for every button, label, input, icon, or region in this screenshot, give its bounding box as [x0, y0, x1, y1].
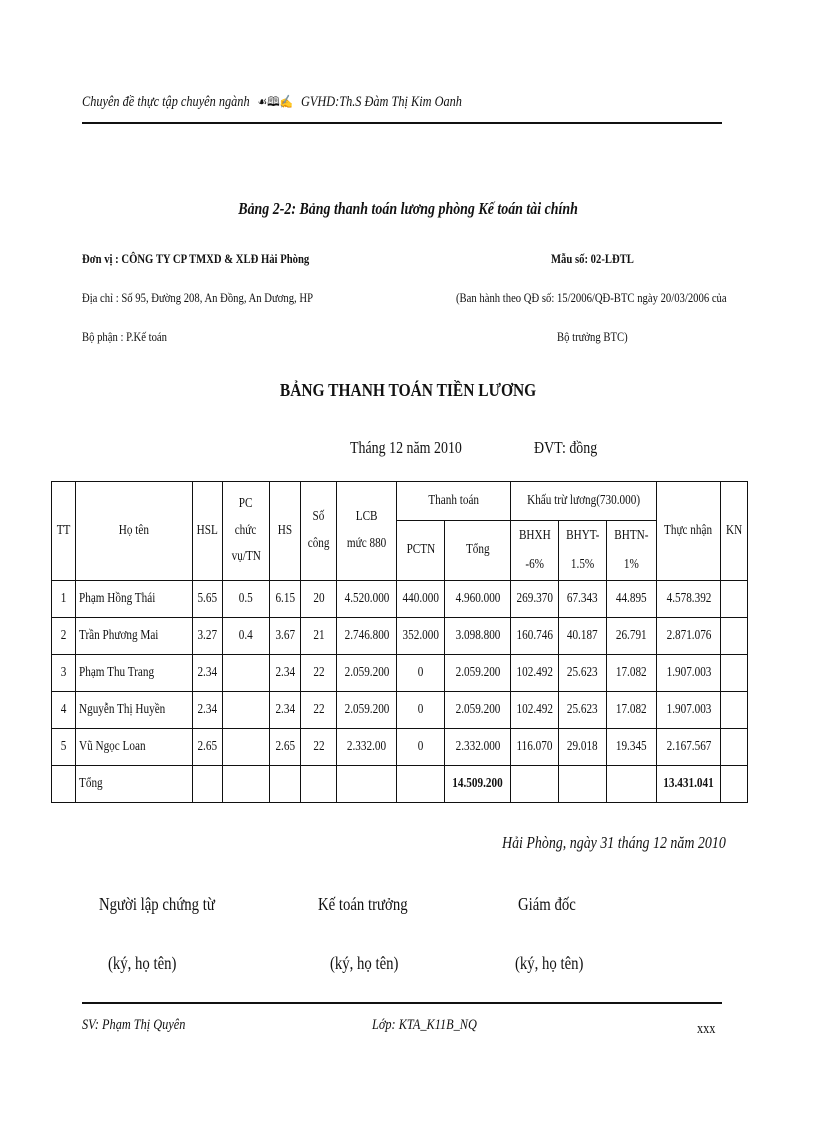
total-row: Tổng 14.509.200 13.431.041 [52, 765, 748, 802]
table-row: 3 Phạm Thu Trang 2.34 2.34 22 2.059.200 0 2.059.200 102.492 25.623 17.082 1.907.003 [52, 654, 748, 691]
footer-class: Lớp: KTA_K11B_NQ [372, 1017, 477, 1033]
footer-divider [82, 1002, 722, 1004]
header-thanh-toan: Thanh toán [397, 482, 511, 521]
decree-line-2: Bộ trưởng BTC) [557, 329, 628, 344]
company-department: Bộ phận : P.Kế toán [82, 329, 167, 344]
signature-chief-accountant: Kế toán trưởng [318, 894, 408, 914]
header-bhyt: BHYT- 1.5% [559, 521, 607, 581]
header-bhxh: BHXH -6% [511, 521, 559, 581]
decree-line: (Ban hành theo QĐ số: 15/2006/QĐ-BTC ngày 20/03/2006 của [456, 290, 727, 305]
header-right: GVHD:Th.S Đàm Thị Kim Oanh [300, 94, 462, 110]
table-caption: Bảng 2-2: Bảng thanh toán lương phòng Kế toán tài chính [238, 199, 578, 218]
footer-student: SV: Phạm Thị Quyên [82, 1017, 186, 1033]
header-khau-tru: Khấu trừ lương(730.000) [511, 482, 657, 521]
header-pctn: PCTN [397, 521, 445, 581]
header-hsl: HSL [193, 482, 223, 581]
currency-unit: ĐVT: đồng [534, 438, 598, 457]
header-lcb: LCB mức 880 [337, 482, 397, 581]
table-row: 2 Trần Phương Mai 3.27 0.4 3.67 21 2.746.800 352.000 3.098.800 160.746 40.187 26.791 2.871.076 [52, 617, 748, 654]
header-tt: TT [52, 482, 76, 581]
table-row: 1 Phạm Hồng Thái 5.65 0.5 6.15 20 4.520.000 440.000 4.960.000 269.370 67.343 44.895 4.578.392 [52, 580, 748, 617]
signature-preparer-note: (ký, họ tên) [108, 953, 177, 973]
signature-chief-accountant-note: (ký, họ tên) [330, 953, 399, 973]
form-number: Mẫu số: 02-LĐTL [551, 251, 634, 266]
header-bhtn: BHTN- 1% [607, 521, 657, 581]
header-so-cong: Số công [301, 482, 337, 581]
signature-director: Giám đốc [518, 894, 576, 914]
header-hs: HS [270, 482, 301, 581]
header-kn: KN [721, 482, 748, 581]
header-tong: Tổng [445, 521, 511, 581]
page-number: xxx [697, 1021, 716, 1037]
company-address: Địa chỉ : Số 95, Đường 208, An Đồng, An Dương, HP [82, 290, 314, 305]
table-row: 4 Nguyễn Thị Huyền 2.34 2.34 22 2.059.200 0 2.059.200 102.492 25.623 17.082 1.907.003 [52, 691, 748, 728]
payroll-table [51, 481, 748, 803]
signature-director-note: (ký, họ tên) [515, 953, 584, 973]
company-unit: Đơn vị : CÔNG TY CP TMXD & XLĐ Hải Phòng [82, 251, 310, 266]
header-pc: PC chức vụ/TN [223, 482, 270, 581]
header-divider [82, 122, 722, 124]
ornament-icon: ☙🕮✍ [257, 94, 293, 109]
signature-preparer: Người lập chứng từ [99, 894, 215, 914]
header-name: Họ tên [76, 482, 193, 581]
table-row: 5 Vũ Ngọc Loan 2.65 2.65 22 2.332.00 0 2.332.000 116.070 29.018 19.345 2.167.567 [52, 728, 748, 765]
page-header [82, 93, 462, 115]
date-place: Hải Phòng, ngày 31 tháng 12 năm 2010 [502, 833, 726, 852]
sheet-title: BẢNG THANH TOÁN TIỀN LƯƠNG [279, 380, 537, 400]
header-left: Chuyên đề thực tập chuyên ngành [82, 94, 250, 110]
header-thuc-nhan: Thực nhận [657, 482, 721, 581]
period: Tháng 12 năm 2010 [350, 438, 462, 457]
